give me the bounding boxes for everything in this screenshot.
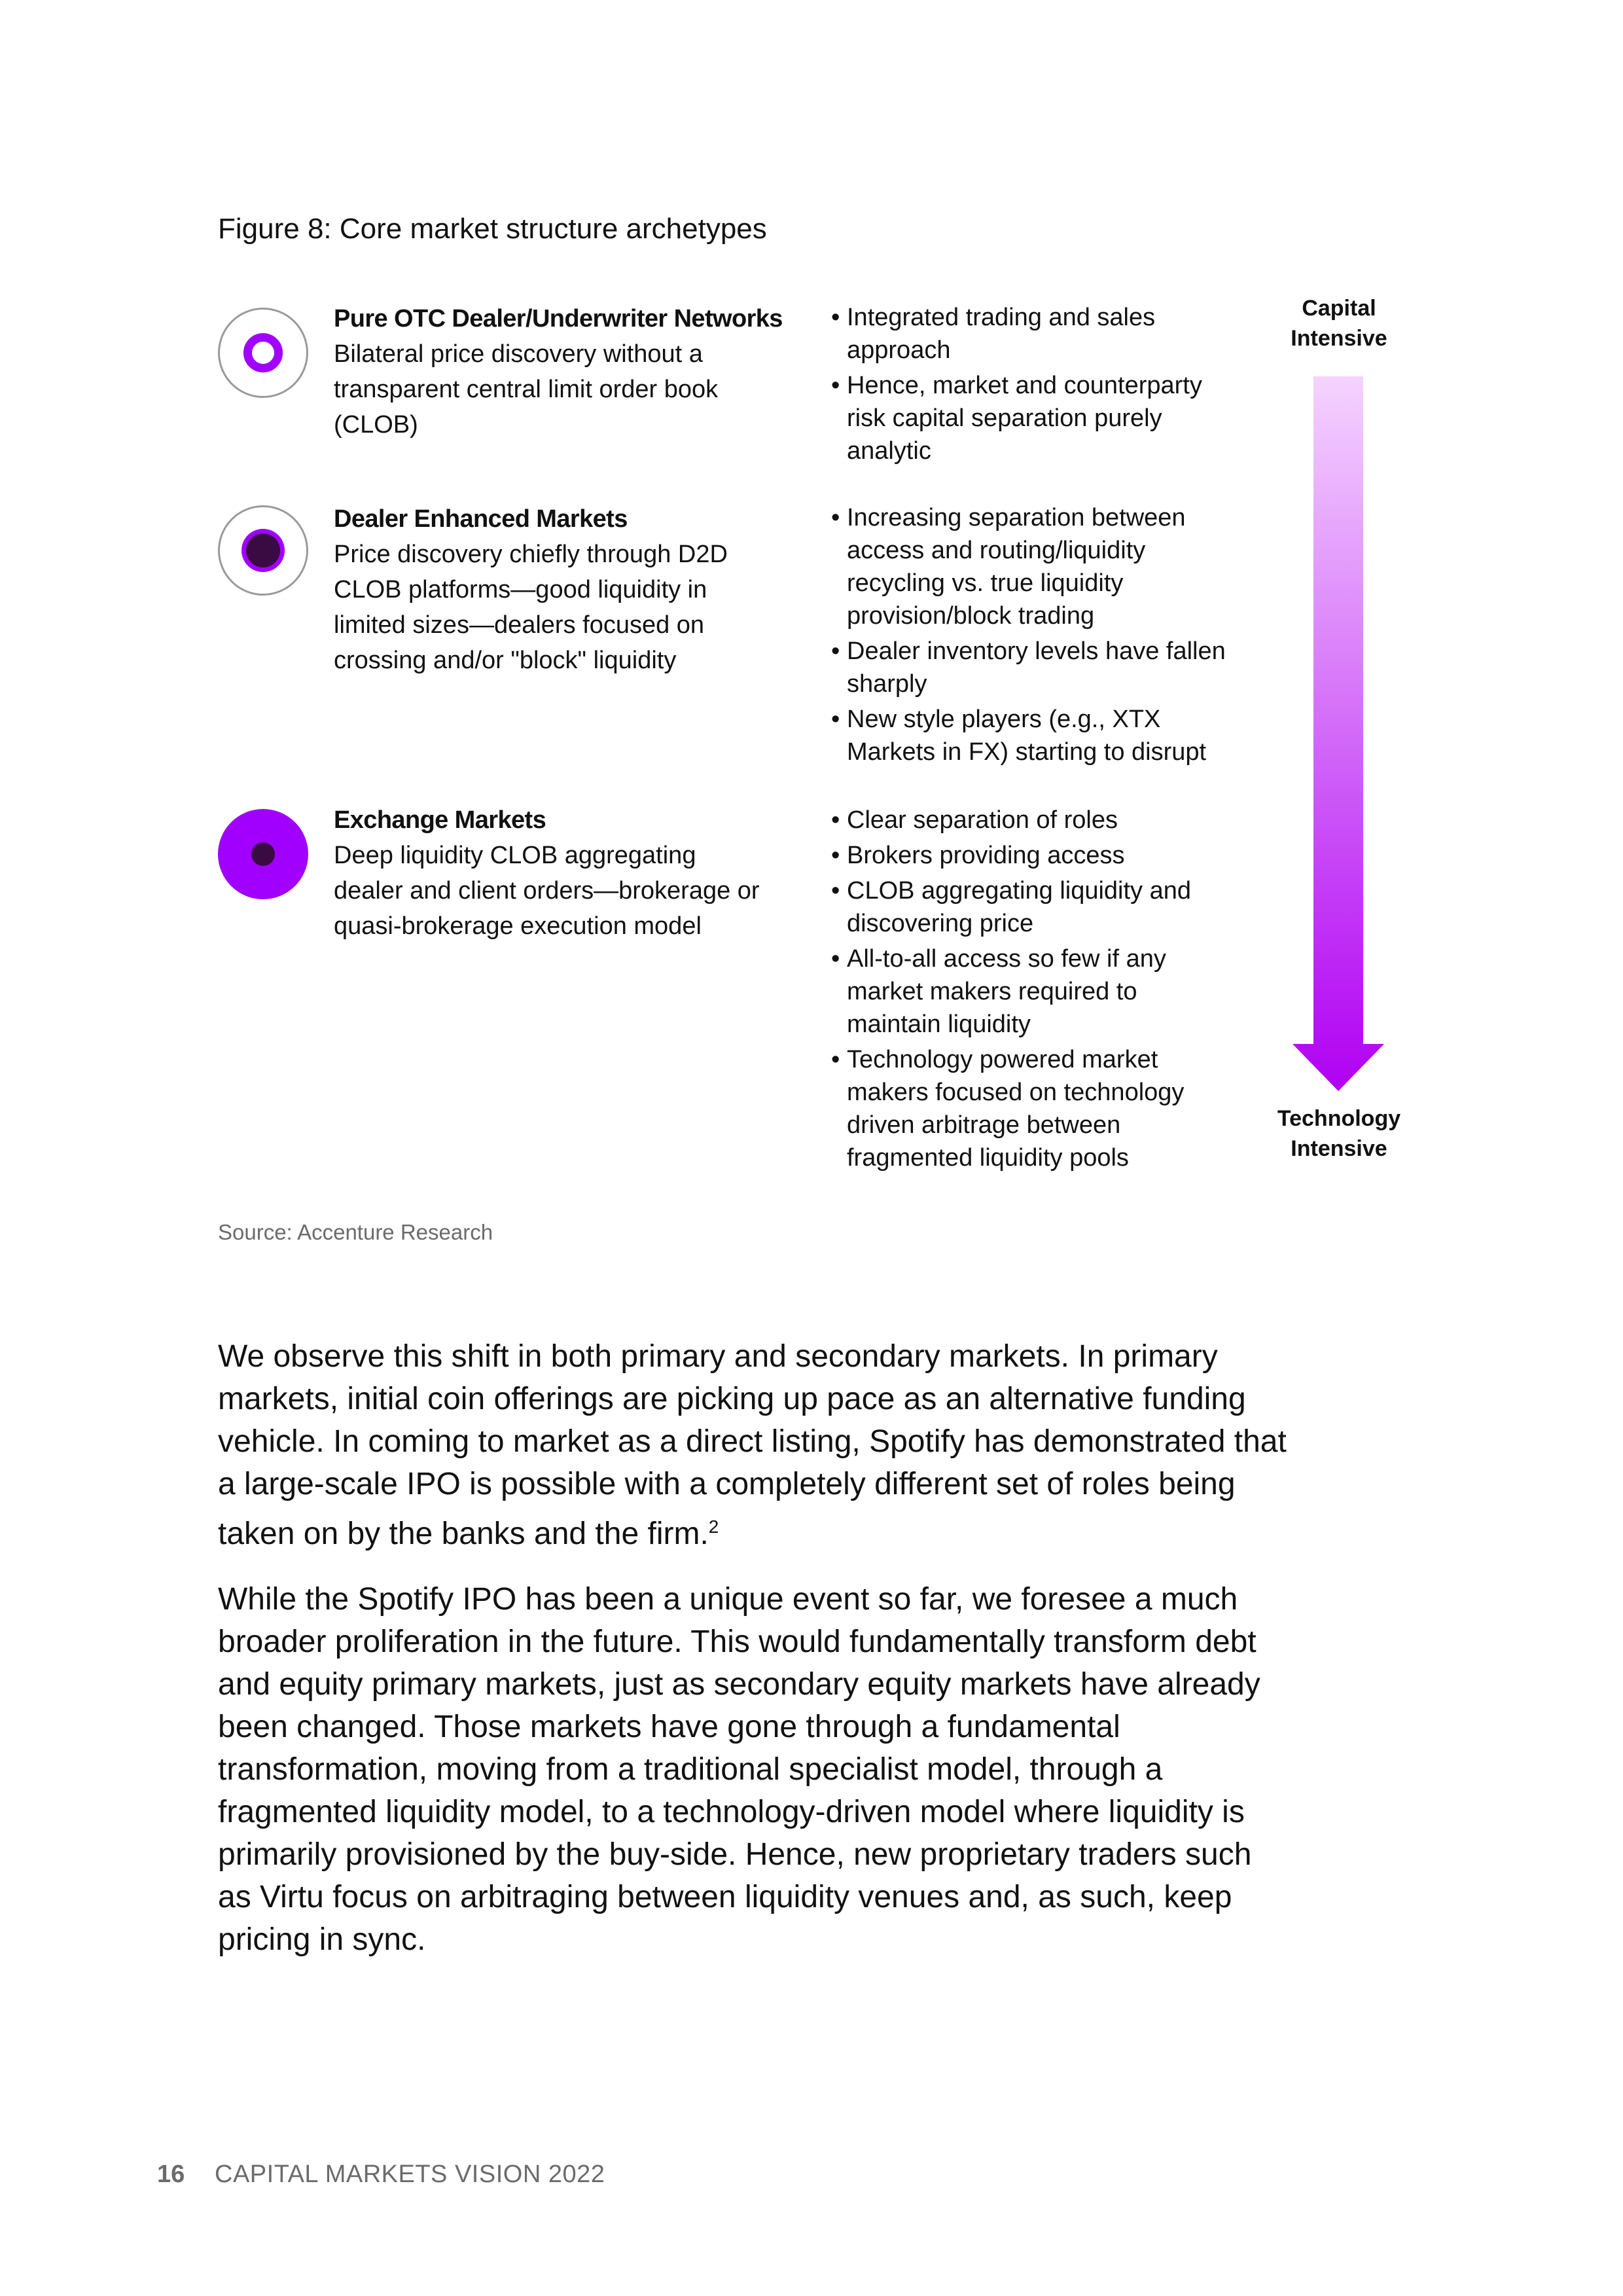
dealer-enhanced-icon bbox=[218, 505, 308, 596]
list-item: • Increasing separation between access and routing/liquidity recycling vs. true liquidity provision/block trading bbox=[831, 501, 1237, 632]
archetype-description: Deep liquidity CLOB aggregating dealer and client orders—brokerage or quasi-brokerage execution model bbox=[334, 842, 760, 940]
body-paragraph-2: While the Spotify IPO has been a unique event so far, we foresee a much broader proliferation in the future. This would fundamentally transform debt and equity primary markets, just as secondary equity markets have already been changed. Those markets have gone through a fundamental transformation, moving from a traditional specialist model, through a fragmented liquidity model, to a technology-driven model where liquidity is primarily provisioned by the buy-side. Hence, new proprietary traders such as Virtu focus on arbitraging between liquidity venues and, as such, keep pricing in sync. bbox=[218, 1582, 1260, 1957]
list-item: • Integrated trading and sales approach bbox=[831, 301, 1237, 367]
archetype-exchange bbox=[334, 802, 818, 944]
archetype-otc-bullets bbox=[831, 301, 1237, 470]
archetype-otc bbox=[334, 301, 818, 442]
archetype-title: Dealer Enhanced Markets bbox=[334, 505, 628, 533]
list-item: • Dealer inventory levels have fallen sharply bbox=[831, 635, 1237, 700]
paragraph-text: We observe this shift in both primary and secondary markets. In primary markets, initial coin offerings are picking up pace as an alternative funding vehicle. In coming to market as a direct listing, Spotify has demonstrated that a large-scale IPO is possible with a completely different set of roles being taken on by the banks and the firm. bbox=[218, 1339, 1287, 1551]
archetype-description: Price discovery chiefly through D2D CLOB platforms—good liquidity in limited sizes—dealers focused on crossing and/or "block" liquidity bbox=[334, 541, 728, 674]
gradient-arrow-icon bbox=[1289, 376, 1387, 1096]
archetype-dealer-enhanced bbox=[334, 501, 818, 678]
footnote-ref: 2 bbox=[708, 1516, 719, 1537]
exchange-markets-icon bbox=[218, 809, 308, 899]
figure-title: Figure 8: Core market structure archetypes bbox=[218, 213, 767, 245]
list-item: • Technology powered market makers focused on technology driven arbitrage between fragmented liquidity pools bbox=[831, 1043, 1237, 1174]
otc-network-icon bbox=[218, 308, 308, 398]
list-item: • Hence, market and counterparty risk capital separation purely analytic bbox=[831, 369, 1237, 467]
axis-bottom-label: Technology Intensive bbox=[1277, 1106, 1401, 1161]
list-item: • Brokers providing access bbox=[831, 839, 1237, 872]
page-number: 16 bbox=[157, 2161, 185, 2188]
archetype-title: Exchange Markets bbox=[334, 806, 546, 834]
list-item: • All-to-all access so few if any market makers required to maintain liquidity bbox=[831, 942, 1237, 1041]
archetype-title: Pure OTC Dealer/Underwriter Networks bbox=[334, 305, 783, 332]
archetype-description: Bilateral price discovery without a transparent central limit order book (CLOB) bbox=[334, 340, 719, 439]
archetype-dealer-enhanced-bullets bbox=[831, 501, 1237, 771]
axis-top-label: Capital Intensive bbox=[1291, 296, 1387, 351]
figure-source: Source: Accenture Research bbox=[218, 1220, 493, 1244]
list-item: • New style players (e.g., XTX Markets in FX) starting to disrupt bbox=[831, 703, 1237, 768]
footer-title: CAPITAL MARKETS VISION 2022 bbox=[215, 2161, 605, 2188]
list-item: • CLOB aggregating liquidity and discovering price bbox=[831, 874, 1237, 940]
body-paragraph-1 bbox=[218, 1335, 1291, 1555]
archetype-exchange-bullets bbox=[831, 804, 1237, 1177]
list-item: • Clear separation of roles bbox=[831, 804, 1237, 836]
